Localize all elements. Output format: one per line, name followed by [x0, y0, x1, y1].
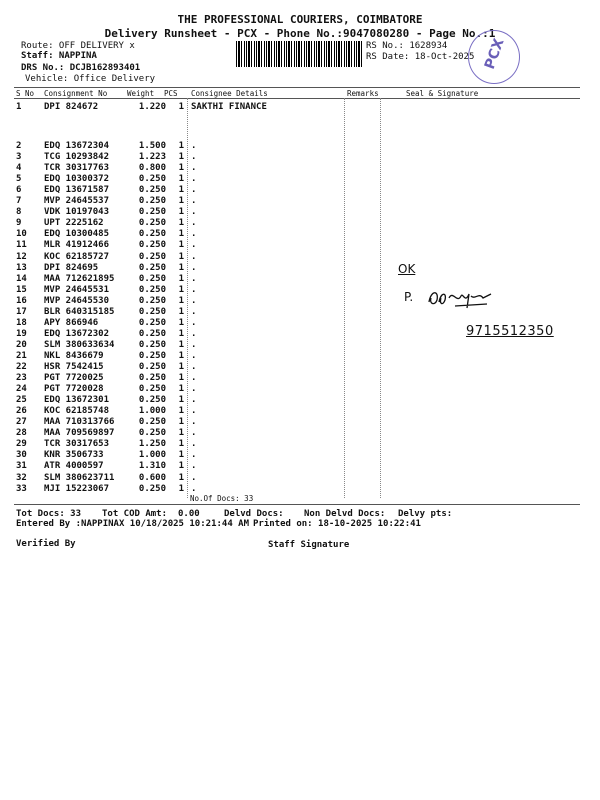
row-details: . [191, 185, 197, 196]
row-weight: 0.250 [138, 273, 166, 284]
row-weight: 0.250 [138, 218, 166, 229]
row-consignment: EDQ 13672304 [44, 141, 110, 151]
row-weight: 0.250 [138, 185, 166, 196]
row-weight: 0.250 [138, 306, 166, 317]
stamp-text: PCX [481, 36, 508, 72]
row-weight: 0.250 [138, 240, 166, 251]
table-row [16, 196, 576, 207]
row-details: . [191, 229, 197, 240]
barcode-image [236, 41, 364, 67]
row-consignment: TCR 30317653 [44, 439, 110, 450]
row-consignment: TCR 30317763 [44, 163, 110, 174]
col-pcs: PCS [164, 89, 178, 98]
row-details: . [191, 251, 197, 262]
row-sno: 9 [16, 218, 22, 229]
delivered-docs: Delvd Docs: [224, 509, 284, 519]
row-details: . [191, 163, 197, 174]
table-row [16, 417, 576, 428]
row-weight: 0.600 [138, 472, 166, 483]
row-pcs: 1 [178, 373, 184, 384]
table-row [16, 384, 576, 395]
table-row [16, 274, 576, 285]
row-details: . [191, 350, 197, 361]
row-weight: 1.310 [138, 461, 166, 472]
row-consignment: KOC 62185748 [44, 406, 110, 417]
row-pcs: 1 [178, 262, 184, 273]
row-weight: 0.250 [138, 350, 166, 361]
row-details: . [191, 306, 197, 317]
row-sno: 25 [16, 395, 27, 406]
total-cod-label: Tot COD Amt: [102, 509, 168, 519]
table-row [16, 406, 576, 417]
row-sno: 28 [16, 428, 27, 439]
table-row [16, 185, 576, 196]
drs-number: DRS No.: DCJB162893401 [21, 63, 141, 73]
row-details: . [191, 439, 197, 450]
row-consignment: PGT 7720025 [44, 373, 104, 384]
row-sno: 12 [16, 251, 27, 262]
printed-on: Printed on: 18-10-2025 10:22:41 [253, 519, 421, 529]
row-details: . [191, 174, 197, 185]
row-pcs: 1 [178, 483, 184, 494]
row-weight: 0.250 [138, 384, 166, 395]
table-row [16, 252, 576, 263]
row-weight: 0.250 [138, 229, 166, 240]
row-pcs: 1 [178, 229, 184, 240]
row-weight: 0.250 [138, 395, 166, 406]
row-pcs: 1 [178, 102, 184, 112]
row-weight: 0.250 [138, 373, 166, 384]
table-row [16, 395, 576, 406]
verified-by: Verified By [16, 539, 76, 549]
row-consignment: PGT 7720028 [44, 384, 104, 395]
row-consignment: KOC 62185727 [44, 251, 110, 262]
row-sno: 31 [16, 461, 27, 472]
table-row [16, 102, 576, 113]
row-sno: 13 [16, 262, 27, 273]
row-pcs: 1 [178, 218, 184, 229]
row-weight: 0.250 [138, 317, 166, 328]
row-weight: 0.250 [138, 339, 166, 350]
row-consignment: MAA 709569897 [44, 428, 115, 439]
row-sno: 29 [16, 439, 27, 450]
table-row [16, 218, 576, 229]
row-sno: 10 [16, 229, 27, 240]
row-weight: 1.500 [138, 141, 166, 151]
row-pcs: 1 [178, 141, 184, 151]
row-pcs: 1 [178, 174, 184, 185]
row-details: . [191, 395, 197, 406]
row-details: . [191, 328, 197, 339]
table-bottom-rule [14, 504, 580, 505]
row-consignment: SLM 380633634 [44, 339, 115, 350]
row-pcs: 1 [178, 439, 184, 450]
row-pcs: 1 [178, 207, 184, 218]
staff-label: Staff: NAPPINA [21, 51, 97, 61]
table-row [16, 174, 576, 185]
row-weight: 0.250 [138, 483, 166, 494]
pcx-stamp [468, 30, 520, 84]
total-docs: Tot Docs: 33 [16, 509, 82, 519]
table-row [16, 152, 576, 163]
handwritten-signature [425, 286, 495, 312]
table-row [16, 484, 576, 495]
row-pcs: 1 [178, 196, 184, 207]
col-details: Consignee Details [191, 89, 268, 98]
row-consignment: DPI 824672 [44, 102, 99, 112]
row-pcs: 1 [178, 428, 184, 439]
row-details: . [191, 218, 197, 229]
row-consignment: MLR 41912466 [44, 240, 110, 251]
handwritten-ok: OK [398, 262, 416, 276]
row-weight: 0.250 [138, 328, 166, 339]
row-details: . [191, 295, 197, 306]
table-row [16, 450, 576, 461]
row-sno: 19 [16, 328, 27, 339]
route-label: Route: OFF DELIVERY x [21, 41, 135, 51]
row-pcs: 1 [178, 240, 184, 251]
row-sno: 15 [16, 284, 27, 295]
row-sno: 3 [16, 152, 22, 163]
row-details: . [191, 339, 197, 350]
row-consignment: DPI 824695 [44, 262, 99, 273]
col-remarks: Remarks [347, 89, 379, 98]
row-weight: 0.250 [138, 284, 166, 295]
row-details: . [191, 284, 197, 295]
row-sno: 18 [16, 317, 27, 328]
row-consignment: EDQ 13671587 [44, 185, 110, 196]
row-consignment: EDQ 13672302 [44, 328, 110, 339]
company-name: THE PROFESSIONAL COURIERS, COIMBATORE [177, 13, 423, 26]
row-weight: 1.000 [138, 450, 166, 461]
col-seal: Seal & Signature [406, 89, 479, 98]
row-pcs: 1 [178, 306, 184, 317]
row-weight: 1.000 [138, 406, 166, 417]
row-weight: 0.250 [138, 262, 166, 273]
no-of-docs: No.Of Docs: 33 [190, 494, 254, 503]
row-sno: 1 [16, 102, 22, 112]
rs-date: RS Date: 18-Oct-2025 [366, 52, 475, 62]
rs-number: RS No.: 1628934 [366, 41, 448, 51]
row-consignment: EDQ 10300485 [44, 229, 110, 240]
table-row [16, 163, 576, 174]
row-pcs: 1 [178, 339, 184, 350]
row-consignment: MAA 710313766 [44, 417, 115, 428]
row-sno: 22 [16, 362, 27, 372]
row-weight: 0.250 [138, 207, 166, 218]
row-weight: 0.800 [138, 163, 166, 174]
row-details: . [191, 373, 197, 384]
row-sno: 2 [16, 141, 22, 151]
row-sno: 20 [16, 339, 27, 350]
row-weight: 1.220 [138, 102, 166, 112]
row-pcs: 1 [178, 185, 184, 196]
row-consignment: MVP 24645531 [44, 284, 110, 295]
entered-by: Entered By :NAPPINAX 10/18/2025 10:21:44 AM [16, 519, 249, 529]
row-consignment: BLR 640315185 [44, 306, 115, 317]
row-consignment: KNR 3506733 [44, 450, 104, 461]
row-weight: 0.250 [138, 428, 166, 439]
row-details: . [191, 273, 197, 284]
row-consignment: VDK 10197043 [44, 207, 110, 218]
table-row [16, 340, 576, 351]
table-row [16, 207, 576, 218]
row-consignment: EDQ 13672301 [44, 395, 110, 406]
table-row [16, 362, 576, 373]
row-details: . [191, 207, 197, 218]
row-details: . [191, 362, 197, 372]
row-consignment: EDQ 10300372 [44, 174, 110, 185]
row-details: . [191, 240, 197, 251]
row-details: . [191, 406, 197, 417]
row-pcs: 1 [178, 472, 184, 483]
row-weight: 1.250 [138, 439, 166, 450]
row-details: . [191, 262, 197, 273]
col-sno: S No [16, 89, 35, 98]
row-pcs: 1 [178, 406, 184, 417]
row-weight: 0.250 [138, 196, 166, 207]
table-row [16, 263, 576, 274]
row-sno: 32 [16, 472, 27, 483]
row-sno: 27 [16, 417, 27, 428]
row-weight: 0.250 [138, 251, 166, 262]
row-details: . [191, 196, 197, 207]
row-pcs: 1 [178, 317, 184, 328]
runsheet-title: Delivery Runsheet - PCX - Phone No.:9047080280 - Page No.:1 [104, 27, 496, 40]
row-details: . [191, 417, 197, 428]
table-row [16, 428, 576, 439]
row-pcs: 1 [178, 384, 184, 395]
handwritten-phone: 9715512350 [466, 324, 554, 339]
row-sno: 24 [16, 384, 27, 395]
row-sno: 17 [16, 306, 27, 317]
row-weight: 0.250 [138, 174, 166, 185]
row-details: . [191, 317, 197, 328]
row-pcs: 1 [178, 362, 184, 372]
row-consignment: MVP 24645530 [44, 295, 110, 306]
row-consignment: MVP 24645537 [44, 196, 110, 207]
col-weight: Weight [127, 89, 155, 98]
staff-signature: Staff Signature [268, 540, 350, 550]
row-weight: 0.250 [138, 362, 166, 372]
row-details: . [191, 152, 197, 163]
row-details: SAKTHI FINANCE [191, 102, 267, 112]
table-top-rule [14, 87, 580, 88]
table-header [14, 89, 576, 98]
row-sno: 11 [16, 240, 27, 251]
row-sno: 7 [16, 196, 22, 207]
table-row [16, 229, 576, 240]
row-pcs: 1 [178, 395, 184, 406]
row-pcs: 1 [178, 273, 184, 284]
table-row [16, 439, 576, 450]
table-row [16, 141, 576, 152]
row-sno: 4 [16, 163, 22, 174]
row-consignment: UPT 2225162 [44, 218, 104, 229]
row-details: . [191, 428, 197, 439]
row-weight: 0.250 [138, 417, 166, 428]
row-details: . [191, 450, 197, 461]
table-row [16, 461, 576, 472]
delivery-points: Delvy pts: [398, 509, 453, 519]
row-details: . [191, 141, 197, 151]
row-sno: 26 [16, 406, 27, 417]
row-pcs: 1 [178, 163, 184, 174]
non-delivered-docs: Non Delvd Docs: [304, 509, 386, 519]
row-consignment: HSR 7542415 [44, 362, 104, 372]
row-pcs: 1 [178, 251, 184, 262]
row-pcs: 1 [178, 461, 184, 472]
row-details: . [191, 384, 197, 395]
row-sno: 5 [16, 174, 22, 185]
row-details: . [191, 461, 197, 472]
row-sno: 30 [16, 450, 27, 461]
row-pcs: 1 [178, 350, 184, 361]
row-pcs: 1 [178, 417, 184, 428]
row-sno: 6 [16, 185, 22, 196]
row-weight: 1.223 [138, 152, 166, 163]
row-sno: 8 [16, 207, 22, 218]
table-row [16, 473, 576, 484]
row-sno: 23 [16, 373, 27, 384]
row-consignment: NKL 8436679 [44, 350, 104, 361]
row-sno: 33 [16, 483, 27, 494]
row-details: . [191, 483, 197, 494]
col-consignment: Consignment No [44, 89, 108, 98]
row-sno: 21 [16, 350, 27, 361]
row-consignment: APY 866946 [44, 317, 99, 328]
row-pcs: 1 [178, 152, 184, 163]
row-consignment: ATR 4000597 [44, 461, 104, 472]
row-weight: 0.250 [138, 295, 166, 306]
row-sno: 14 [16, 273, 27, 284]
row-details: . [191, 472, 197, 483]
table-row [16, 240, 576, 251]
row-consignment: MJI 15223067 [44, 483, 110, 494]
row-consignment: TCG 10293842 [44, 152, 110, 163]
row-pcs: 1 [178, 450, 184, 461]
table-row [16, 373, 576, 384]
row-pcs: 1 [178, 284, 184, 295]
row-pcs: 1 [178, 295, 184, 306]
row-consignment: MAA 712621895 [44, 273, 115, 284]
vehicle-label: Vehicle: Office Delivery [25, 74, 156, 84]
total-cod-value: 0.00 [178, 509, 200, 519]
row-consignment: SLM 380623711 [44, 472, 115, 483]
row-pcs: 1 [178, 328, 184, 339]
table-row [16, 351, 576, 362]
handwritten-p: P. [404, 290, 414, 304]
table-header-rule [14, 98, 580, 99]
row-sno: 16 [16, 295, 27, 306]
